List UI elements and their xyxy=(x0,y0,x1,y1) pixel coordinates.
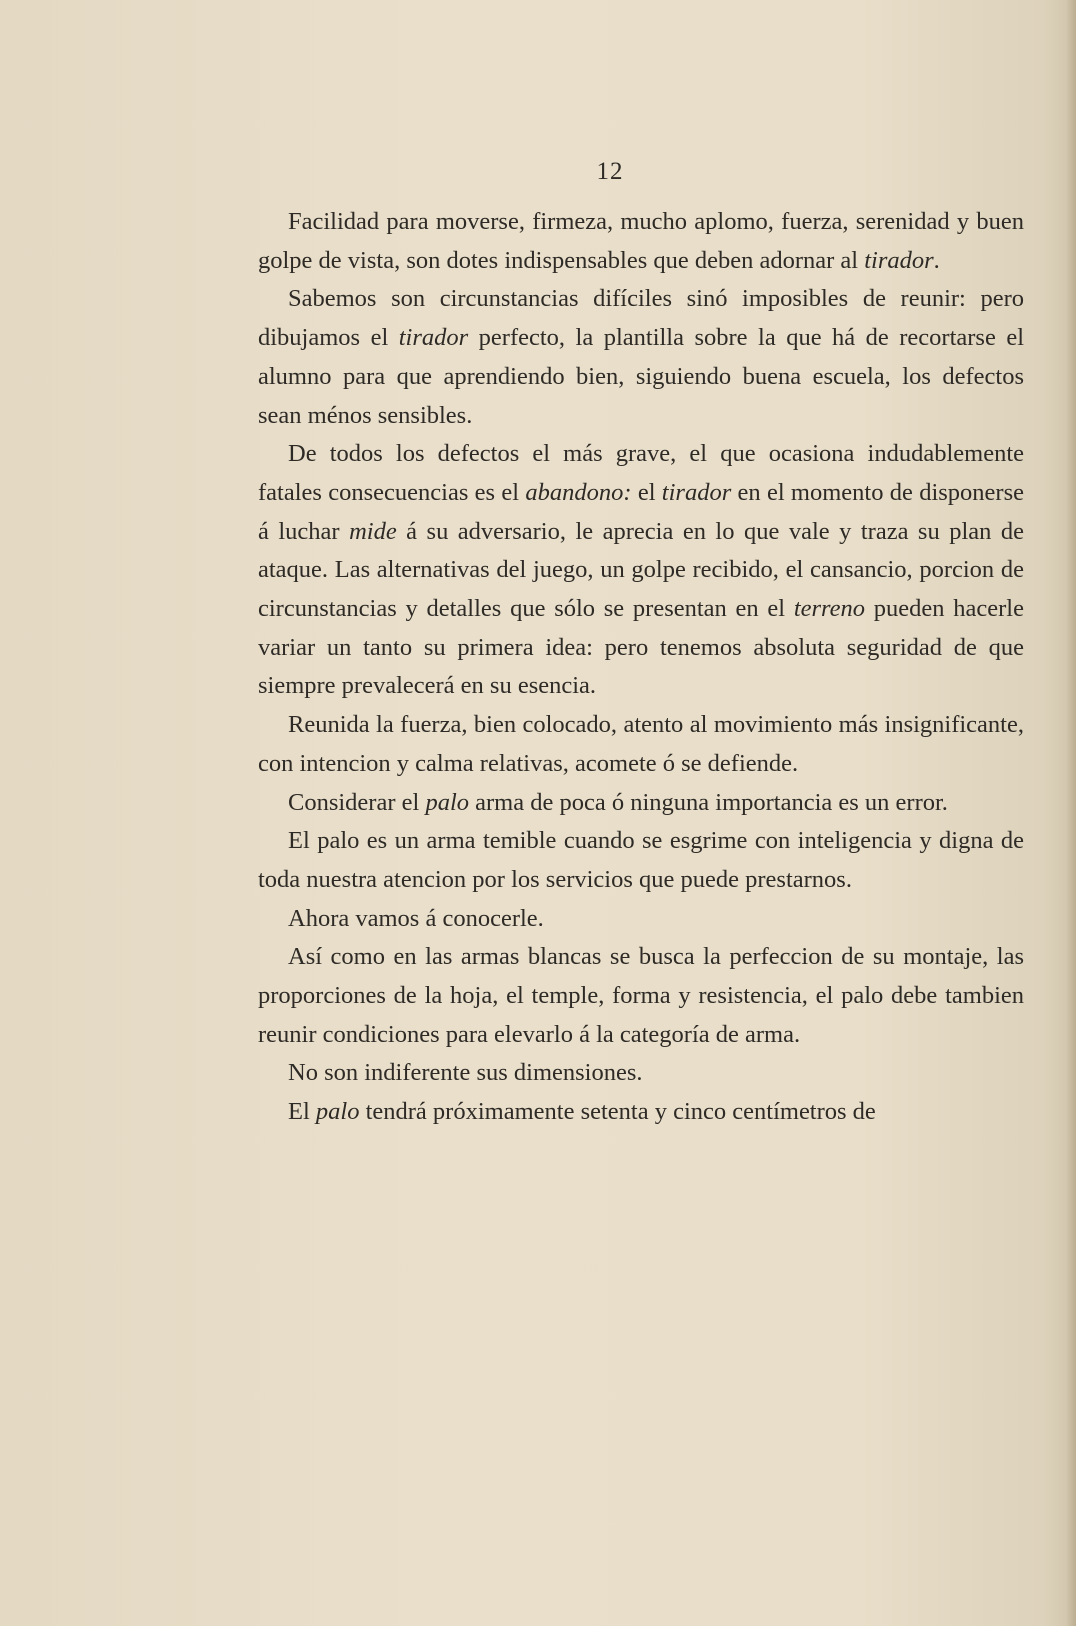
text-run: en el momento de disponerse á luchar xyxy=(258,478,1024,545)
paragraph xyxy=(258,203,1024,280)
paragraph xyxy=(258,1054,1024,1093)
text-run: Reunida la fuerza, bien colocado, atento al movimiento más insignificante, con intencion y calma relativas, acomete ó se defiende. xyxy=(258,711,1024,777)
text-run: Ahora vamos á conocerle. xyxy=(288,904,544,932)
italic-term: terreno xyxy=(793,595,866,623)
text-run: el xyxy=(631,478,662,506)
italic-term: mide xyxy=(349,517,397,545)
italic-term: palo xyxy=(425,788,469,816)
text-run: De todos los defectos el más grave, el que ocasiona indudablemente fatales consecuencias es el xyxy=(258,440,1024,506)
paragraph xyxy=(258,706,1024,783)
italic-term: tirador xyxy=(398,324,469,352)
text-run: perfecto, la plantilla sobre la que há de recortarse el alumno para que aprendiendo bien, siguiendo buena escuela, los defectos sean ménos sensibles. xyxy=(258,324,1025,429)
text-run: tendrá próximamente setenta y cinco centímetros de xyxy=(359,1098,876,1126)
paragraph xyxy=(258,938,1024,1054)
italic-term: tirador xyxy=(864,246,934,274)
body-text xyxy=(258,203,1024,1132)
italic-term: tirador xyxy=(661,478,732,506)
text-run: arma de poca ó ninguna importancia es un error. xyxy=(469,788,948,816)
text-run: pueden hacerle variar un tanto su primera idea: pero tenemos absoluta seguridad de que siempre prevalecerá en su esencia. xyxy=(258,595,1024,700)
paragraph xyxy=(258,784,1024,823)
italic-term: palo xyxy=(315,1098,360,1126)
text-run: . xyxy=(933,246,940,274)
paragraph xyxy=(258,435,1024,706)
italic-term: abandono: xyxy=(525,478,632,506)
text-run: El palo es un arma temible cuando se esgrime con inteligencia y digna de toda nuestra atencion por los servicios que puede prestarnos. xyxy=(258,827,1024,893)
text-run: á su adversario, le aprecia en lo que vale y traza su plan de ataque. Las alternativas del juego, un golpe recibido, el cansancio, porcion de circunstancias y detalles que sólo se presentan en el xyxy=(258,517,1024,623)
text-run: Así como en las armas blancas se busca la perfeccion de su montaje, las proporciones de la hoja, el temple, forma y resistencia, el palo debe tambien reunir condiciones para elevarlo á la categoría de arma. xyxy=(258,943,1024,1048)
paragraph xyxy=(258,900,1024,939)
text-run: Facilidad para moverse, firmeza, mucho aplomo, fuerza, serenidad y buen golpe de vista, son dotes indispensables que deben adornar al xyxy=(258,208,1024,274)
paragraph xyxy=(258,1093,1024,1132)
paragraph xyxy=(258,822,1024,899)
paragraph xyxy=(258,280,1024,435)
text-run: Considerar el xyxy=(288,788,426,816)
page-number: 12 xyxy=(596,158,624,185)
text-run: Sabemos son circunstancias difíciles sinó imposibles de reunir: pero dibujamos el xyxy=(258,285,1024,352)
text-run: El xyxy=(288,1098,316,1126)
text-run: No son indiferente sus dimensiones. xyxy=(288,1059,643,1087)
page-edge-shadow xyxy=(1066,0,1076,1626)
